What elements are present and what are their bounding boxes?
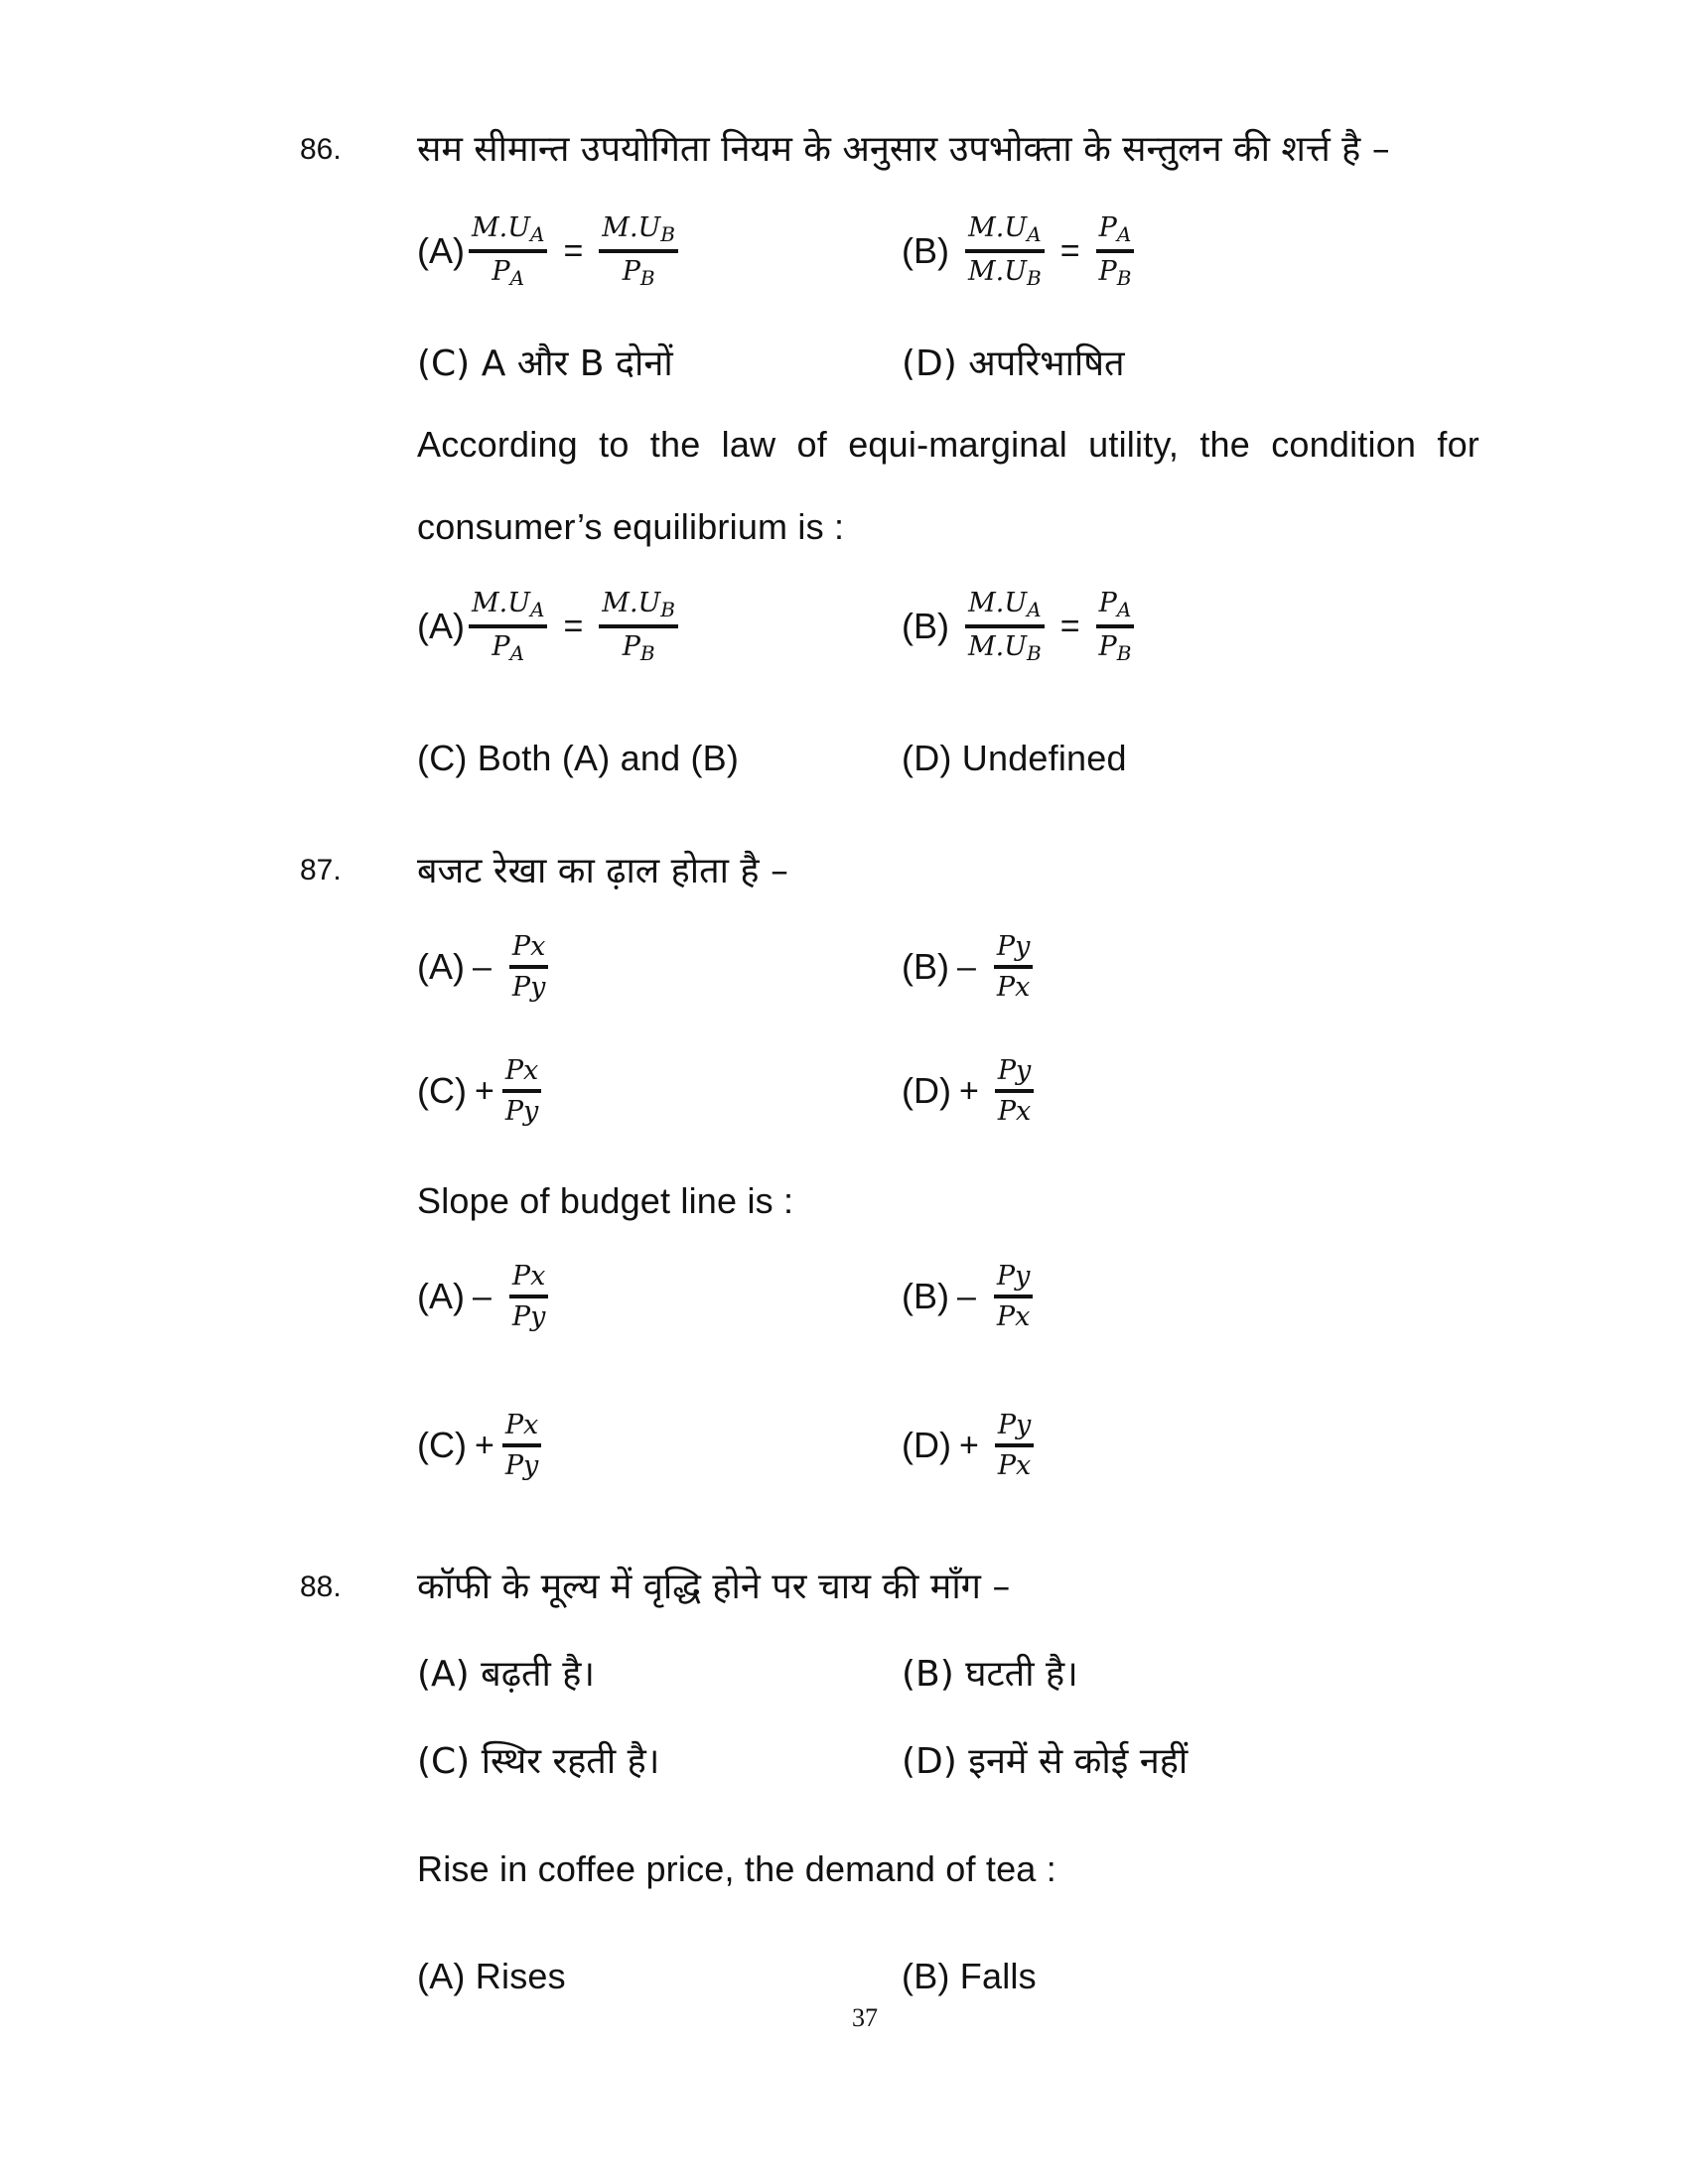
option-a: (A) – $\frac{Px}{Py}$ [417,931,552,1003]
option-b: (B) – $\frac{Py}{Px}$ [902,1261,1037,1332]
option-label: (A) [417,606,465,646]
option-b: (B) घटती है। [902,1654,1078,1695]
option-b [902,588,1138,665]
page-number: 37 [852,2003,878,2032]
fraction: $\frac{P_A}{P_B}$ [1096,588,1135,665]
option-d: (D) Undefined [902,738,1127,778]
equals-sign: = [563,607,584,645]
question-text-hindi: कॉफी के मूल्य में वृद्धि होने पर चाय की माँग – [417,1567,1011,1607]
option-d: (D) + $\frac{Py}{Px}$ [902,1055,1038,1127]
equals-sign: = [563,231,584,270]
fraction: $\frac{P_A}{P_B}$ [1096,212,1135,290]
fraction: $\frac{Py}{Px}$ [995,1410,1034,1481]
option-c: (C) A और B दोनों [417,343,673,384]
question-text-english: Slope of budget line is : [417,1180,794,1221]
option-a: (A) बढ़ती है। [417,1654,596,1695]
fraction: $\frac{Px}{Py}$ [509,1261,548,1332]
option-label: (B) [902,606,949,646]
fraction: $\frac{M.U_A}{M.U_B}$ [965,588,1045,665]
fraction: $\frac{Px}{Py}$ [502,1410,541,1481]
option-b: (B) – $\frac{Py}{Px}$ [902,931,1037,1003]
option-d: (D) अपरिभाषित [902,343,1125,384]
question-number: 86. [300,133,342,166]
option-a [417,212,682,290]
question-text-english: Rise in coffee price, the demand of tea : [417,1848,1056,1889]
fraction: $\frac{M.U_A}{P_A}$ [469,588,547,665]
question-text-hindi: बजट रेखा का ढ़ाल होता है – [417,851,788,891]
question-text-hindi: सम सीमान्त उपयोगिता नियम के अनुसार उपभोक्ता के सन्तुलन की शर्त्त है – [417,129,1390,170]
option-c: (C) स्थिर रहती है। [417,1741,660,1782]
fraction: $\frac{Py}{Px}$ [995,1055,1034,1127]
fraction: $\frac{M.U_B}{P_B}$ [599,588,678,665]
option-label: (B) [902,230,949,271]
fraction: $\frac{Px}{Py}$ [502,1055,541,1127]
fraction: $\frac{M.U_A}{P_A}$ [469,212,547,290]
option-c: (C) + $\frac{Px}{Py}$ [417,1055,545,1127]
fraction: $\frac{Px}{Py}$ [509,931,548,1003]
option-label: (A) [417,230,465,271]
fraction: $\frac{Py}{Px}$ [994,1261,1033,1332]
option-d: (D) इनमें से कोई नहीं [902,1741,1189,1782]
option-c: (C) Both (A) and (B) [417,738,740,778]
equals-sign: = [1059,231,1080,270]
fraction: $\frac{M.U_A}{M.U_B}$ [965,212,1045,290]
question-number: 88. [300,1570,342,1603]
option-c: (C) + $\frac{Px}{Py}$ [417,1410,545,1481]
equals-sign: = [1059,607,1080,645]
option-a: (A) – $\frac{Px}{Py}$ [417,1261,552,1332]
option-d: (D) + $\frac{Py}{Px}$ [902,1410,1038,1481]
option-b [902,212,1138,290]
fraction: $\frac{M.U_B}{P_B}$ [599,212,678,290]
question-number: 87. [300,854,342,887]
option-a: (A) Rises [417,1956,566,1996]
question-text-english: According to the law of equi-marginal utility, the condition for [417,424,1479,465]
option-a [417,588,682,665]
option-b: (B) Falls [902,1956,1037,1996]
question-text-english-cont: consumer’s equilibrium is : [417,506,845,547]
fraction: $\frac{Py}{Px}$ [994,931,1033,1003]
